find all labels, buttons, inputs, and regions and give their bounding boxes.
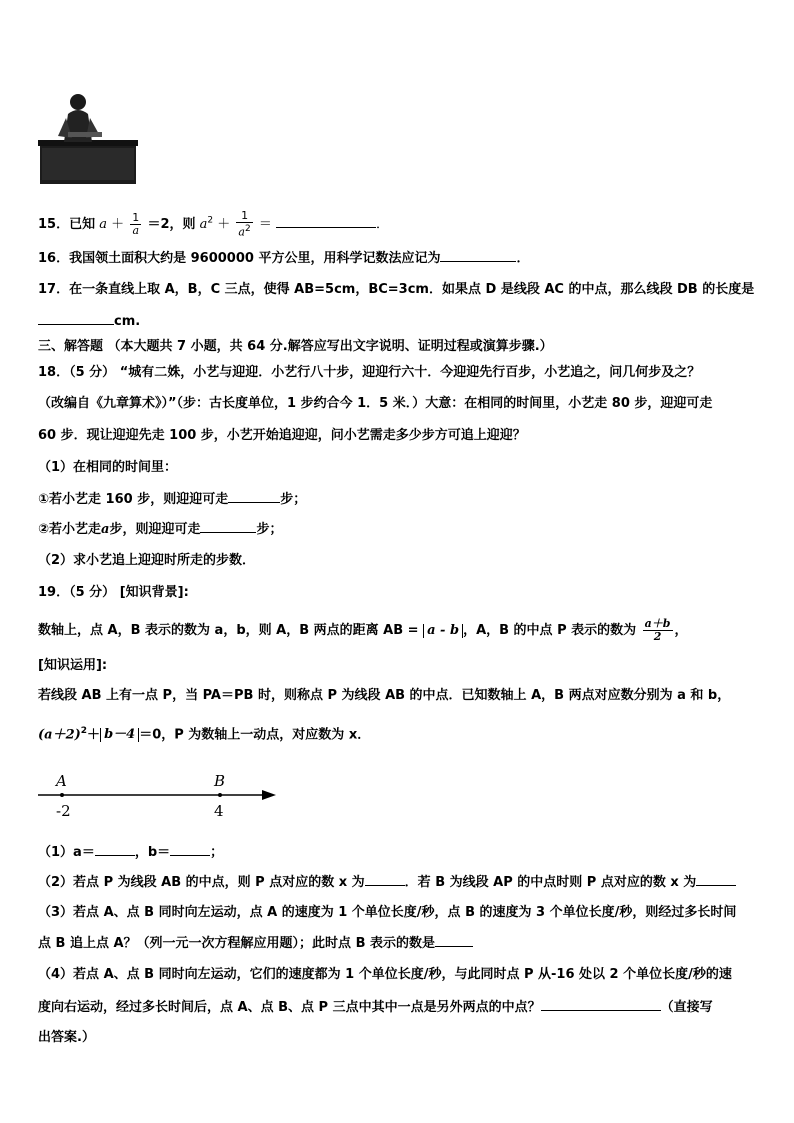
q19-sub2-text1: （2）若点 P 为线段 AB 的中点，则 P 点对应的数 x 为 xyxy=(38,875,365,890)
q19-sub4-line1: （4）若点 A、点 B 同时向左运动，它们的速度都为 1 个单位长度/秒，与此同时点 P 从-16 处以 2 个单位长度/秒的速 xyxy=(38,967,732,982)
q19-sub4-text: 度向右运动，经过多长时间后，点 A、点 B、点 P 三点中其中一点是另外两点的中点？ xyxy=(38,1000,541,1015)
q19-sub2-text2: ．若 B 为线段 AP 的中点时则 P 点对应的数 x 为 xyxy=(404,875,697,890)
q19-eq-abs: b－4 xyxy=(100,728,139,742)
q19-apply-heading: [知识运用]: xyxy=(38,658,108,673)
q15-plus2: ＋ xyxy=(217,216,231,232)
q18-sub1a-post: 步； xyxy=(280,492,307,507)
q18-sub1: （1）在相同的时间里： xyxy=(38,460,178,475)
q19-bg-text: 数轴上，点 A，B 表示的数为 a，b，则 A，B 两点的距离 AB = xyxy=(38,623,419,638)
q15-eq: ＝ xyxy=(258,216,272,232)
q19-sub3-line1: （3）若点 A、点 B 同时向左运动，点 A 的速度为 1 个单位长度/秒，点 B 的速度为 3 个单位长度/秒，则经过多长时间 xyxy=(38,905,737,920)
q19-eq-exp: 2 xyxy=(80,726,88,736)
point-b-label: B xyxy=(214,772,226,790)
q18-sub1a-blank[interactable] xyxy=(228,490,280,503)
q19-sub1-b-label: ，b＝ xyxy=(134,845,171,860)
q15-fraction-2: $\frac{1}{a^2}$ xyxy=(238,209,251,239)
q19-sub3-line2 xyxy=(38,934,473,953)
q19-sub1-b-blank[interactable] xyxy=(170,843,210,856)
question-15 xyxy=(38,210,389,239)
q19-eq-plus: ＋ xyxy=(87,727,101,743)
q16-text: 16．我国领土面积大约是 9600000 平方公里，用科学记数法应记为 xyxy=(38,251,441,266)
q19-eq-rest: ＝0，P 为数轴上一动点，对应数为 x． xyxy=(139,727,371,743)
q18-sub1b-text: ②若小艺走 xyxy=(38,522,102,537)
q19-sub4-line3: 出答案.） xyxy=(38,1030,95,1045)
q19-sub1-end: ； xyxy=(210,845,224,860)
q19-bg-text2: ，A，B 的中点 P 表示的数为 xyxy=(463,623,637,638)
q18-sub1a xyxy=(38,490,306,509)
q17-answer-blank[interactable] xyxy=(38,312,114,325)
q19-sub2 xyxy=(38,873,736,892)
q19-sub4-line2 xyxy=(38,998,713,1017)
q15-equals-2: ＝2，则 xyxy=(147,216,196,232)
q15-fraction-1: $\frac{1}{a}$ xyxy=(132,210,140,237)
question-17-line1: 17．在一条直线上取 A，B，C 三点，使得 AB=5cm，BC=3cm．如果点 D 是线段 AC 的中点，那么线段 DB 的长度是 xyxy=(38,282,755,297)
point-a-label: A xyxy=(56,772,67,790)
q15-var-a2: a xyxy=(199,216,208,232)
point-b-value: 4 xyxy=(214,802,224,820)
q15-var-a: a xyxy=(99,216,107,232)
q16-answer-blank[interactable] xyxy=(440,249,516,262)
point-a-value: -2 xyxy=(56,802,71,820)
q18-sub1b-var: a xyxy=(101,522,110,537)
q19-sub1-a-blank[interactable] xyxy=(95,843,135,856)
q15-answer-blank[interactable] xyxy=(276,215,376,228)
q19-sub2-blank2[interactable] xyxy=(696,873,736,886)
q19-midpoint-fraction: $\frac{a+b}{2}$ xyxy=(644,617,671,643)
q18-sub1b xyxy=(38,520,282,539)
q18-line3: 60 步．现让迎迎先走 100 步，小艺开始追迎迎，问小艺需走多少步方可追上迎迎？ xyxy=(38,428,526,443)
q19-sub1 xyxy=(38,843,223,862)
q19-sub3-text: 点 B 追上点 A？（列一元一次方程解应用题）；此时点 B 表示的数是 xyxy=(38,936,436,951)
q18-line2: （改编自《九章算术》）”（步：古长度单位，1 步约合今 1．5 米．）大意：在相同的时间里，小艺走 80 步，迎迎可走 xyxy=(38,396,713,411)
q19-sub2-blank1[interactable] xyxy=(365,873,405,886)
point-b-dot xyxy=(218,793,222,797)
q17-unit: cm. xyxy=(114,314,141,329)
q19-head: 19．（5 分） [知识背景]: xyxy=(38,585,189,600)
q19-sub1-a-label: （1）a＝ xyxy=(38,845,95,860)
q18-line1: 18．（5 分） “城有二姝，小艺与迎迎．小艺行八十步，迎迎行六十．今迎迎先行百步，小艺追之，问几何步及之？ xyxy=(38,365,701,380)
number-line-figure xyxy=(38,770,283,822)
q15-tail: ． xyxy=(376,216,390,232)
number-line-arrow xyxy=(262,790,276,800)
q19-sub3-blank[interactable] xyxy=(435,934,473,947)
q19-sub4-blank[interactable] xyxy=(541,998,661,1011)
q19-apply-line2 xyxy=(38,722,370,744)
q19-bg-comma: ， xyxy=(674,623,688,638)
q18-sub1b-mid: 步，则迎迎可走 xyxy=(109,522,201,537)
q15-prefix: 15．已知 xyxy=(38,216,96,232)
q19-abs-ab: a - b xyxy=(423,624,463,638)
q16-tail: ． xyxy=(516,251,530,266)
q19-background xyxy=(38,618,688,643)
point-a-dot xyxy=(60,793,64,797)
worker-illustration xyxy=(38,92,138,184)
q19-eq-part1: (a＋2) xyxy=(38,727,81,743)
q15-plus: ＋ xyxy=(111,216,125,232)
section-3-heading: 三、解答题 （本大题共 7 小题，共 64 分.解答应写出文字说明、证明过程或演算步骤.） xyxy=(38,339,553,354)
q18-sub2: （2）求小艺追上迎迎时所走的步数． xyxy=(38,553,256,568)
q18-sub1b-post: 步； xyxy=(256,522,283,537)
question-17-line2 xyxy=(38,312,140,331)
q19-sub4-text2: （直接写 xyxy=(660,1000,713,1015)
q15-exp: 2 xyxy=(207,215,214,226)
q18-sub1b-blank[interactable] xyxy=(200,520,256,533)
question-16 xyxy=(38,249,529,268)
q18-sub1a-text: ①若小艺走 160 步，则迎迎可走 xyxy=(38,492,229,507)
q19-apply-line1: 若线段 AB 上有一点 P，当 PA＝PB 时，则称点 P 为线段 AB 的中点．已知数轴上 A，B 两点对应数分别为 a 和 b， xyxy=(38,688,731,703)
